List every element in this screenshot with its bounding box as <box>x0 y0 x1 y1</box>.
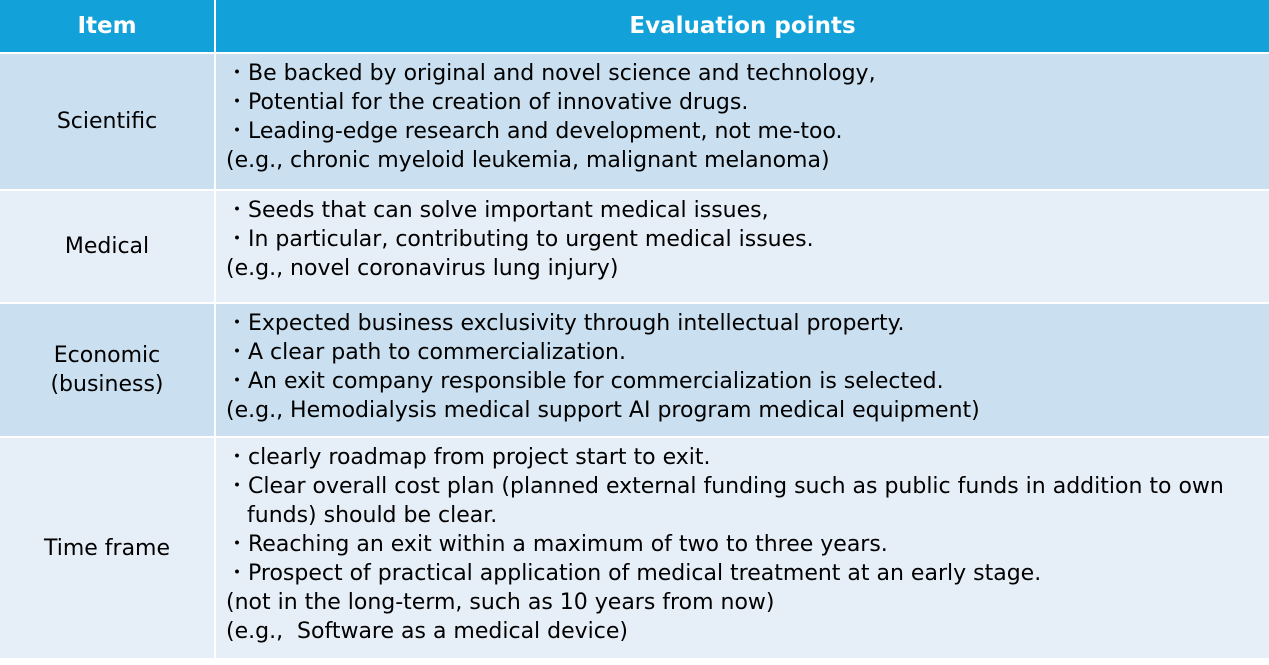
point-line: ・A clear path to commercialization. <box>226 340 626 365</box>
item-label: Time frame <box>43 535 171 561</box>
point-line: ・Leading-edge research and development, not me-too. <box>226 119 843 144</box>
item-label: Scientific <box>56 109 158 134</box>
example-line: (e.g., Software as a medical device) <box>226 619 629 644</box>
item-label: Medical <box>64 234 150 259</box>
header-evaluation-points: Evaluation points <box>215 0 1269 53</box>
item-label: Economic <box>53 343 161 368</box>
header-item: Item <box>0 0 215 53</box>
table-row <box>0 190 1269 303</box>
points-cell <box>215 190 1269 303</box>
item-cell <box>0 437 215 658</box>
point-line: ・In particular, contributing to urgent medical issues. <box>226 227 814 252</box>
points-cell <box>215 53 1269 190</box>
point-line: ・Prospect of practical application of medical treatment at an early stage. <box>226 561 1042 586</box>
item-cell <box>0 53 215 190</box>
point-line: ・An exit company responsible for commercialization is selected. <box>226 369 944 394</box>
item-cell <box>0 303 215 437</box>
example-line: (e.g., Hemodialysis medical support AI program medical equipment) <box>226 398 980 423</box>
point-line: ・Expected business exclusivity through intellectual property. <box>226 311 905 336</box>
note-line: (not in the long-term, such as 10 years from now) <box>226 590 775 615</box>
point-line: ・Clear overall cost plan (planned external funding such as public funds in addition to own funds) should be clear. <box>226 474 1224 528</box>
point-line: ・Potential for the creation of innovative drugs. <box>226 90 749 115</box>
table-row <box>0 53 1269 190</box>
point-line: ・Reaching an exit within a maximum of two to three years. <box>226 532 888 557</box>
table-row <box>0 437 1269 658</box>
item-label-sub: (business) <box>50 372 164 397</box>
points-cell <box>215 437 1269 658</box>
example-line: (e.g., novel coronavirus lung injury) <box>226 256 619 281</box>
example-line: (e.g., chronic myeloid leukemia, malignant melanoma) <box>226 148 830 173</box>
point-line: ・clearly roadmap from project start to exit. <box>226 445 711 470</box>
point-line: ・Be backed by original and novel science and technology, <box>226 61 876 86</box>
point-line: ・Seeds that can solve important medical issues, <box>226 198 769 223</box>
points-cell <box>215 303 1269 437</box>
item-cell <box>0 190 215 303</box>
table-row <box>0 303 1269 437</box>
header-row <box>0 0 1269 53</box>
